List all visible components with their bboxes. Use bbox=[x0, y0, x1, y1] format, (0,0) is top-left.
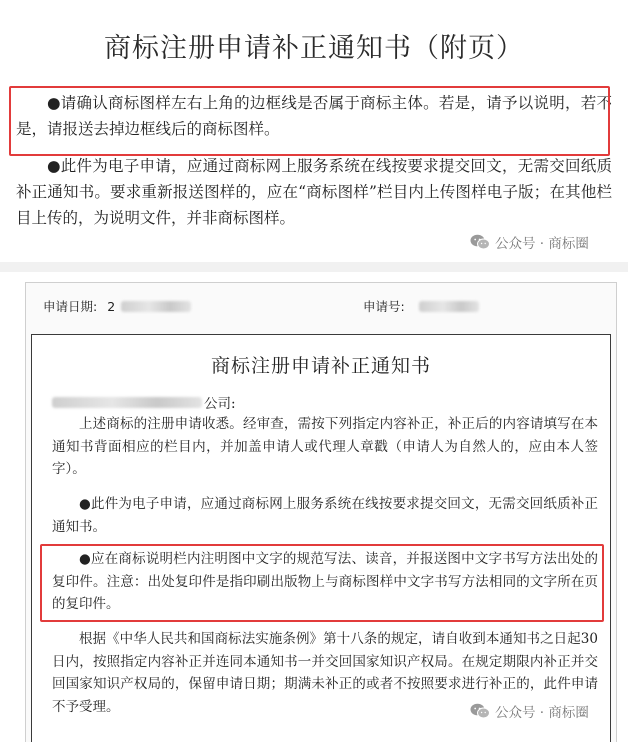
addressee bbox=[52, 392, 236, 412]
watermark-text: 公众号 · 商标圈 bbox=[495, 705, 589, 721]
application-number-label: 申请号: bbox=[363, 299, 405, 314]
bullet-icon: ● bbox=[79, 551, 91, 567]
application-number bbox=[363, 297, 479, 315]
border-line-instruction-text: 请确认商标图样左右上角的边框线是否属于商标主体。若是，请予以说明，若不是，请报送去掉边框线后的商标图样。 bbox=[16, 94, 612, 138]
application-date-value: 2 bbox=[107, 298, 116, 314]
addressee-suffix: 公司: bbox=[204, 396, 236, 412]
redacted-number bbox=[419, 301, 479, 312]
highlight-box-text-source bbox=[40, 544, 604, 622]
bullet-icon: ● bbox=[79, 496, 91, 512]
application-date-label: 申请日期: bbox=[43, 299, 98, 314]
wechat-icon bbox=[470, 703, 490, 719]
redacted-date bbox=[121, 301, 191, 312]
electronic-application-note-text: 此件为电子申请，应通过商标网上服务系统在线按要求提交回文，无需交回纸质补正通知书。要求重新报送图样的，应在“商标图样”栏目内上传图样电子版；在其他栏目上传的，为说明文件，并非商标图样。 bbox=[16, 157, 612, 227]
notice-paragraph-electronic-text: 此件为电子申请，应通过商标网上服务系统在线按要求提交回文，无需交回纸质补正通知书。 bbox=[52, 496, 599, 535]
watermark bbox=[470, 232, 589, 252]
notice-paragraph-electronic bbox=[52, 493, 598, 538]
application-date bbox=[43, 297, 191, 315]
bullet-icon: ● bbox=[47, 157, 61, 175]
electronic-application-note bbox=[16, 153, 612, 231]
notice-paragraph-legal-basis: 根据《中华人民共和国商标法实施条例》第十八条的规定，请自收到本通知书之日起30日内，按照指定内容补正并连同本通知书一并交回国家知识产权局。在规定期限内补正并交回国家知识产权局的，保留申请日期；期满未补正的或者不按照要求进行补正的，此件申请不予受理。 bbox=[52, 631, 598, 715]
highlight-box-border-instruction bbox=[9, 86, 610, 156]
section-divider bbox=[0, 262, 628, 272]
attachment-page-panel bbox=[0, 0, 628, 262]
watermark bbox=[470, 701, 589, 721]
attachment-title: 商标注册申请补正通知书（附页） bbox=[104, 33, 524, 64]
bullet-icon: ● bbox=[47, 94, 61, 112]
notice-title: 商标注册申请补正通知书 bbox=[210, 355, 431, 377]
redacted-company-name bbox=[52, 397, 202, 408]
wechat-icon bbox=[470, 234, 490, 250]
notice-paragraph-receipt: 上述商标的注册申请收悉。经审查，需按下列指定内容补正，补正后的内容请填写在本通知书背面相应的栏目内，并加盖申请人或代理人章戳（申请人为自然人的，应由本人签字）。 bbox=[52, 416, 598, 477]
notice-paragraph-text-source-text: 应在商标说明栏内注明图中文字的规范写法、读音，并报送图中文字书写方法出处的复印件。注意：出处复印件是指印刷出版物上与商标图样中文字书写方法相同的文字所在页的复印件。 bbox=[52, 551, 599, 612]
application-meta-row bbox=[35, 291, 615, 319]
watermark-text: 公众号 · 商标圈 bbox=[495, 236, 589, 252]
